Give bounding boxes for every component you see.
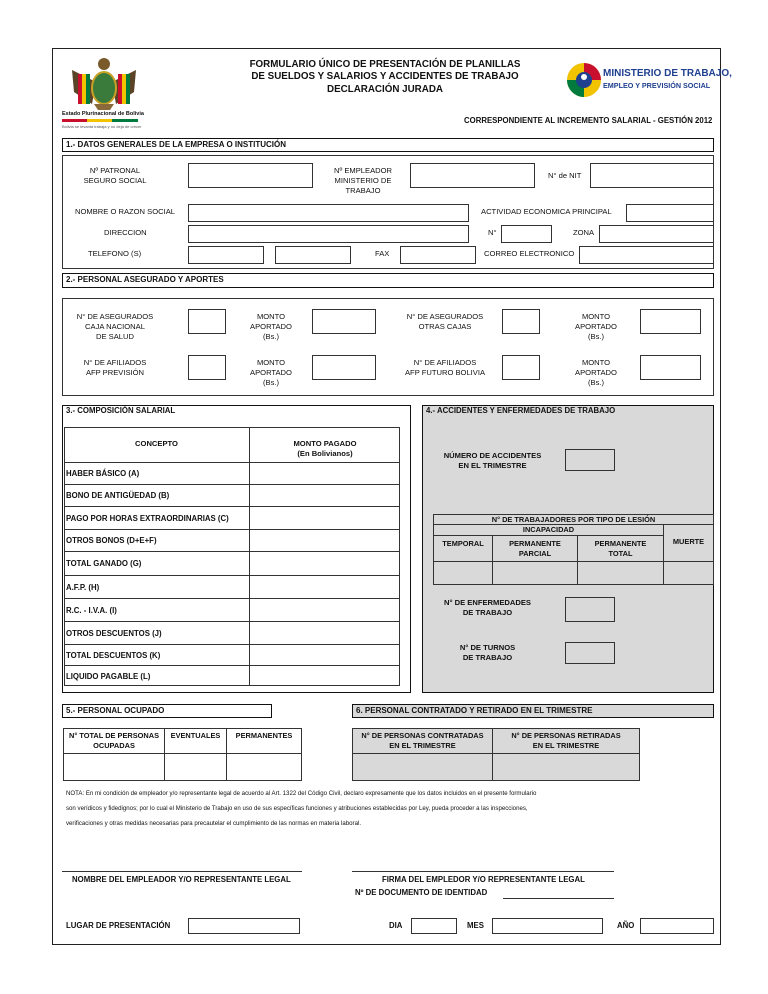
section-6-title: 6. PERSONAL CONTRATADO Y RETIRADO EN EL TRIMESTRE bbox=[352, 704, 714, 718]
nota-line-2: son verídicos y fidedignos; por lo cual el Ministerio de Trabajo en uso de sus específicas funciones y atribuciones establecidas por Ley, pueda proceder a las inspecciones, bbox=[66, 805, 528, 812]
coat-of-arms-icon bbox=[64, 52, 144, 114]
input-telefono-1[interactable] bbox=[188, 246, 264, 264]
form-title-line-2: DE SUELDOS Y SALARIOS Y ACCIDENTES DE TRABAJO bbox=[251, 71, 519, 82]
signature-line-nombre bbox=[62, 871, 302, 872]
salary-row-amount-input[interactable] bbox=[250, 463, 399, 484]
label-razon-social: NOMBRE O RAZON SOCIAL bbox=[75, 207, 175, 216]
signature-line-firma bbox=[352, 871, 614, 872]
col-permanentes: PERMANENTES bbox=[226, 728, 302, 754]
salary-row-amount-input[interactable] bbox=[250, 666, 399, 686]
label-monto-otras: MONTO APORTADO (Bs.) bbox=[575, 312, 617, 341]
logo-motto: Bolivia se levanta trabaja y no deja de crecer bbox=[62, 124, 142, 129]
input-turnos[interactable] bbox=[565, 642, 615, 664]
input-enfermedades[interactable] bbox=[565, 597, 615, 622]
section-2-title: 2.- PERSONAL ASEGURADO Y APORTES bbox=[62, 273, 714, 288]
input-numero[interactable] bbox=[501, 225, 552, 243]
label-lugar: LUGAR DE PRESENTACIÓN bbox=[66, 921, 171, 930]
salary-row-label: A.F.P. (H) bbox=[66, 583, 100, 592]
salary-row-amount-input[interactable] bbox=[250, 485, 399, 506]
salary-row-label: BONO DE ANTIGÜEDAD (B) bbox=[66, 491, 170, 500]
label-afil-futuro: N° DE AFILIADOS AFP FUTURO BOLIVIA bbox=[404, 358, 486, 377]
input-lugar[interactable] bbox=[188, 918, 300, 934]
label-nit: N° de NIT bbox=[548, 171, 582, 180]
input-direccion[interactable] bbox=[188, 225, 469, 243]
input-aseg-cns[interactable] bbox=[188, 309, 226, 334]
col-eventuales: EVENTUALES bbox=[164, 728, 227, 754]
col-perm-total: PERMANENTE TOTAL bbox=[577, 535, 664, 562]
input-mes[interactable] bbox=[492, 918, 603, 934]
label-aseg-otras: N° DE ASEGURADOS OTRAS CAJAS bbox=[406, 312, 484, 331]
lesion-header: N° DE TRABAJADORES POR TIPO DE LESIÓN bbox=[433, 514, 714, 525]
col-temporal: TEMPORAL bbox=[433, 535, 493, 562]
input-zona[interactable] bbox=[599, 225, 714, 243]
label-dia: DIA bbox=[389, 921, 403, 930]
label-telefono: TELEFONO (S) bbox=[88, 249, 142, 258]
input-nit[interactable] bbox=[590, 163, 714, 188]
documento-line[interactable] bbox=[503, 898, 614, 899]
label-mes: MES bbox=[467, 921, 484, 930]
form-title-line-3: DECLARACIÓN JURADA bbox=[327, 84, 443, 95]
input-temporal[interactable] bbox=[433, 561, 493, 585]
input-anio[interactable] bbox=[640, 918, 714, 934]
input-num-accidentes[interactable] bbox=[565, 449, 615, 471]
label-numero: N° bbox=[488, 228, 497, 237]
input-empleador[interactable] bbox=[410, 163, 535, 188]
input-contratadas[interactable] bbox=[352, 753, 493, 781]
label-afil-prevision: N° DE AFILIADOS AFP PREVISIÓN bbox=[83, 358, 147, 377]
input-patronal[interactable] bbox=[188, 163, 313, 188]
label-enfermedades: N° DE ENFERMEDADES DE TRABAJO bbox=[444, 598, 531, 617]
input-correo[interactable] bbox=[579, 246, 714, 264]
salary-row-label: LIQUIDO PAGABLE (L) bbox=[66, 672, 151, 681]
input-permanentes[interactable] bbox=[226, 753, 302, 781]
salary-row-amount-input[interactable] bbox=[250, 576, 399, 598]
input-razon-social[interactable] bbox=[188, 204, 469, 222]
label-correo: CORREO ELECTRONICO bbox=[484, 249, 575, 258]
input-perm-total[interactable] bbox=[577, 561, 664, 585]
salary-row-amount-input[interactable] bbox=[250, 622, 399, 644]
logo-state-name: Estado Plurinacional de Bolivia bbox=[62, 111, 144, 117]
input-dia[interactable] bbox=[411, 918, 457, 934]
input-retiradas[interactable] bbox=[492, 753, 640, 781]
label-patronal: Nº PATRONAL SEGURO SOCIAL bbox=[83, 166, 147, 185]
salary-row-label: TOTAL DESCUENTOS (K) bbox=[66, 651, 161, 660]
label-aseg-cns: N° DE ASEGURADOS CAJA NACIONAL DE SALUD bbox=[76, 312, 154, 341]
label-firma-empleador: FIRMA DEL EMPLEDOR Y/O REPRESENTANTE LEGAL bbox=[382, 875, 585, 884]
input-actividad[interactable] bbox=[626, 204, 714, 222]
input-monto-futuro[interactable] bbox=[640, 355, 701, 380]
salary-row-label: PAGO POR HORAS EXTRAORDINARIAS (C) bbox=[66, 514, 229, 523]
ministry-name-line-1: MINISTERIO DE TRABAJO, bbox=[603, 68, 732, 79]
form-subtitle: CORRESPONDIENTE AL INCREMENTO SALARIAL - GESTIÓN 2012 bbox=[464, 116, 713, 125]
ministry-logo bbox=[565, 57, 732, 107]
label-fax: FAX bbox=[375, 249, 390, 258]
salary-row-label: HABER BÁSICO (A) bbox=[66, 469, 140, 478]
label-empleador: Nº EMPLEADOR MINISTERIO DE TRABAJO bbox=[333, 166, 393, 195]
input-telefono-2[interactable] bbox=[275, 246, 351, 264]
section-5-title: 5.- PERSONAL OCUPADO bbox=[62, 704, 272, 718]
section-1-title: 1.- DATOS GENERALES DE LA EMPRESA O INSTITUCIÓN bbox=[62, 138, 714, 152]
salary-row-label: OTROS DESCUENTOS (J) bbox=[66, 629, 162, 638]
salary-row-label: R.C. - I.V.A. (I) bbox=[66, 606, 117, 615]
ministry-name-line-2: EMPLEO Y PREVISIÓN SOCIAL bbox=[603, 81, 711, 90]
form-title-line-1: FORMULARIO ÚNICO DE PRESENTACIÓN DE PLANILLAS bbox=[249, 59, 521, 70]
label-actividad: ACTIVIDAD ECONOMICA PRINCIPAL bbox=[481, 207, 612, 216]
ministry-emblem-icon bbox=[565, 57, 603, 103]
label-monto-prevision: MONTO APORTADO (Bs.) bbox=[250, 358, 292, 387]
input-afil-futuro[interactable] bbox=[502, 355, 540, 380]
nota-line-3: verificaciones y otras medidas necesarias para precautelar el cumplimiento de las normas en materia laboral. bbox=[66, 820, 362, 827]
salary-row-label: OTROS BONOS (D+E+F) bbox=[66, 536, 157, 545]
salary-row-label: TOTAL GANADO (G) bbox=[66, 559, 142, 568]
section-3-title: 3.- COMPOSICIÓN SALARIAL bbox=[62, 405, 411, 693]
section-4-title: 4.- ACCIDENTES Y ENFERMEDADES DE TRABAJO bbox=[422, 405, 714, 693]
label-documento: Nº DE DOCUMENTO DE IDENTIDAD bbox=[355, 888, 488, 897]
nota-line-1: NOTA: En mi condición de empleador y/o representante legal de acuerdo al Art. 1322 del Código Civil, declaro expresamente que los datos incluidos en el presente formulario bbox=[66, 790, 537, 797]
input-monto-otras[interactable] bbox=[640, 309, 701, 334]
col-total-ocupadas: N° TOTAL DE PERSONAS OCUPADAS bbox=[63, 728, 165, 754]
salary-row-amount-input[interactable] bbox=[250, 599, 399, 621]
input-aseg-otras[interactable] bbox=[502, 309, 540, 334]
col-muerte: MUERTE bbox=[663, 524, 714, 562]
label-nombre-empleador: NOMBRE DEL EMPLEADOR Y/O REPRESENTANTE LEGAL bbox=[72, 875, 291, 884]
input-afil-prevision[interactable] bbox=[188, 355, 226, 380]
label-turnos: N° DE TURNOS DE TRABAJO bbox=[459, 643, 516, 662]
salary-row-amount-input[interactable] bbox=[250, 552, 399, 575]
label-monto-futuro: MONTO APORTADO (Bs.) bbox=[575, 358, 617, 387]
input-monto-cns[interactable] bbox=[312, 309, 376, 334]
logo-color-band bbox=[62, 119, 138, 122]
salary-row-amount-input[interactable] bbox=[250, 645, 399, 665]
incapacidad-header: INCAPACIDAD bbox=[433, 524, 664, 536]
salary-col-concepto: CONCEPTO bbox=[135, 439, 178, 448]
salary-row-amount-input[interactable] bbox=[250, 507, 399, 529]
input-muerte[interactable] bbox=[663, 561, 714, 585]
input-total-ocupadas[interactable] bbox=[63, 753, 165, 781]
bolivia-coat-of-arms-logo bbox=[64, 52, 144, 134]
label-monto-cns: MONTO APORTADO (Bs.) bbox=[250, 312, 292, 341]
input-perm-parcial[interactable] bbox=[492, 561, 578, 585]
label-zona: ZONA bbox=[573, 228, 595, 237]
input-eventuales[interactable] bbox=[164, 753, 227, 781]
label-num-accidentes: NÚMERO DE ACCIDENTES EN EL TRIMESTRE bbox=[443, 451, 542, 470]
salary-col-monto: MONTO PAGADO (En Bolivianos) bbox=[293, 439, 357, 458]
col-retiradas: N° DE PERSONAS RETIRADAS EN EL TRIMESTRE bbox=[492, 728, 640, 754]
input-monto-prevision[interactable] bbox=[312, 355, 376, 380]
label-anio: AÑO bbox=[617, 921, 635, 930]
col-perm-parcial: PERMANENTE PARCIAL bbox=[492, 535, 578, 562]
salary-row-amount-input[interactable] bbox=[250, 530, 399, 551]
label-direccion: DIRECCION bbox=[104, 228, 147, 237]
input-fax[interactable] bbox=[400, 246, 476, 264]
col-contratadas: N° DE PERSONAS CONTRATADAS EN EL TRIMESTRE bbox=[352, 728, 493, 754]
